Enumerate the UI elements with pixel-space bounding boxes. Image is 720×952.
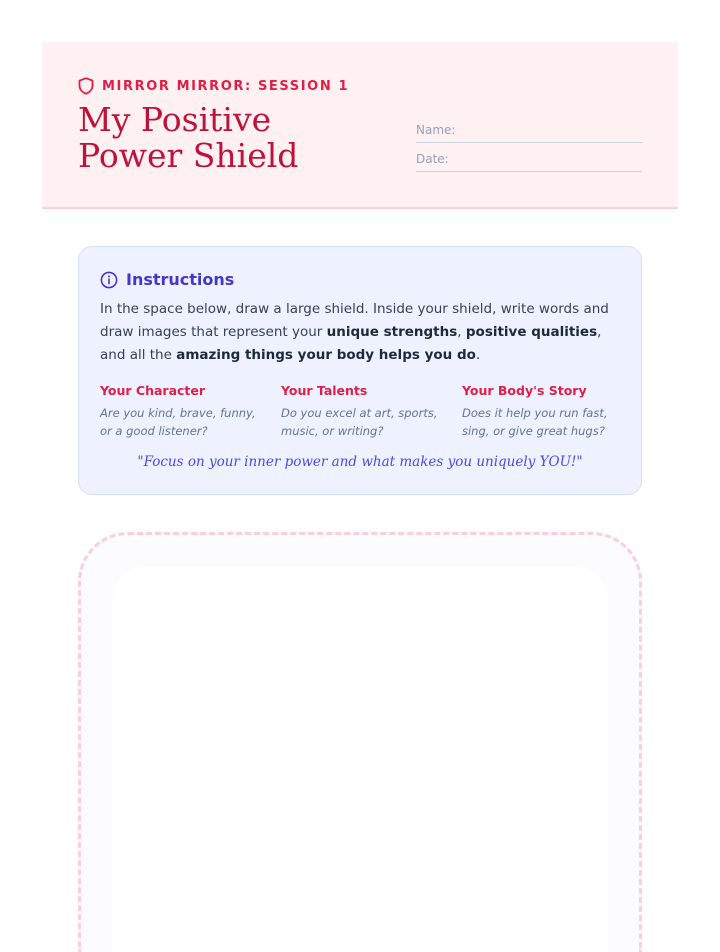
prompt-column-character	[100, 383, 260, 440]
prompt-title: Your Character	[100, 383, 206, 398]
shield-icon	[78, 77, 94, 95]
info-icon	[100, 271, 118, 289]
prompt-title: Your Talents	[281, 383, 368, 398]
instructions-text-part: .	[475, 347, 481, 363]
prompt-column-body-story	[462, 383, 622, 440]
eyebrow-text: MIRROR MIRROR: SESSION 1	[102, 78, 350, 94]
prompt-title: Your Body's Story	[462, 383, 587, 398]
instructions-heading	[100, 270, 234, 289]
worksheet-header	[42, 42, 678, 209]
instructions-panel	[78, 246, 642, 495]
prompt-text: Are you kind, brave, funny, or a good listener?	[100, 406, 256, 438]
emphasis-positive-qualities: positive qualities	[465, 324, 598, 340]
date-field[interactable]	[416, 149, 642, 172]
prompt-text: Does it help you run fast, sing, or give great hugs?	[462, 406, 608, 438]
instructions-text	[100, 298, 620, 367]
instructions-text-part: , and all the	[100, 324, 602, 363]
name-field[interactable]	[416, 120, 642, 143]
session-eyebrow	[78, 77, 349, 95]
prompt-text: Do you excel at art, sports, music, or writing?	[281, 406, 438, 438]
instructions-heading-text: Instructions	[126, 270, 235, 289]
emphasis-amazing-things: amazing things your body helps you do	[176, 347, 476, 363]
shield-drawing-canvas[interactable]	[113, 567, 607, 952]
instructions-text-part: In the space below, draw a large shield. Inside your shield, write words and draw images that represent your	[100, 301, 609, 340]
shield-drawing-area[interactable]	[78, 532, 642, 952]
instructions-text-part: ,	[457, 324, 466, 340]
date-label: Date:	[416, 152, 449, 166]
name-label: Name:	[416, 123, 456, 137]
motivational-quote: "Focus on your inner power and what makes you uniquely YOU!"	[137, 454, 583, 470]
emphasis-unique-strengths: unique strengths	[326, 324, 458, 340]
page-title: My Positive Power Shield	[78, 100, 299, 175]
prompt-column-talents	[281, 383, 441, 440]
